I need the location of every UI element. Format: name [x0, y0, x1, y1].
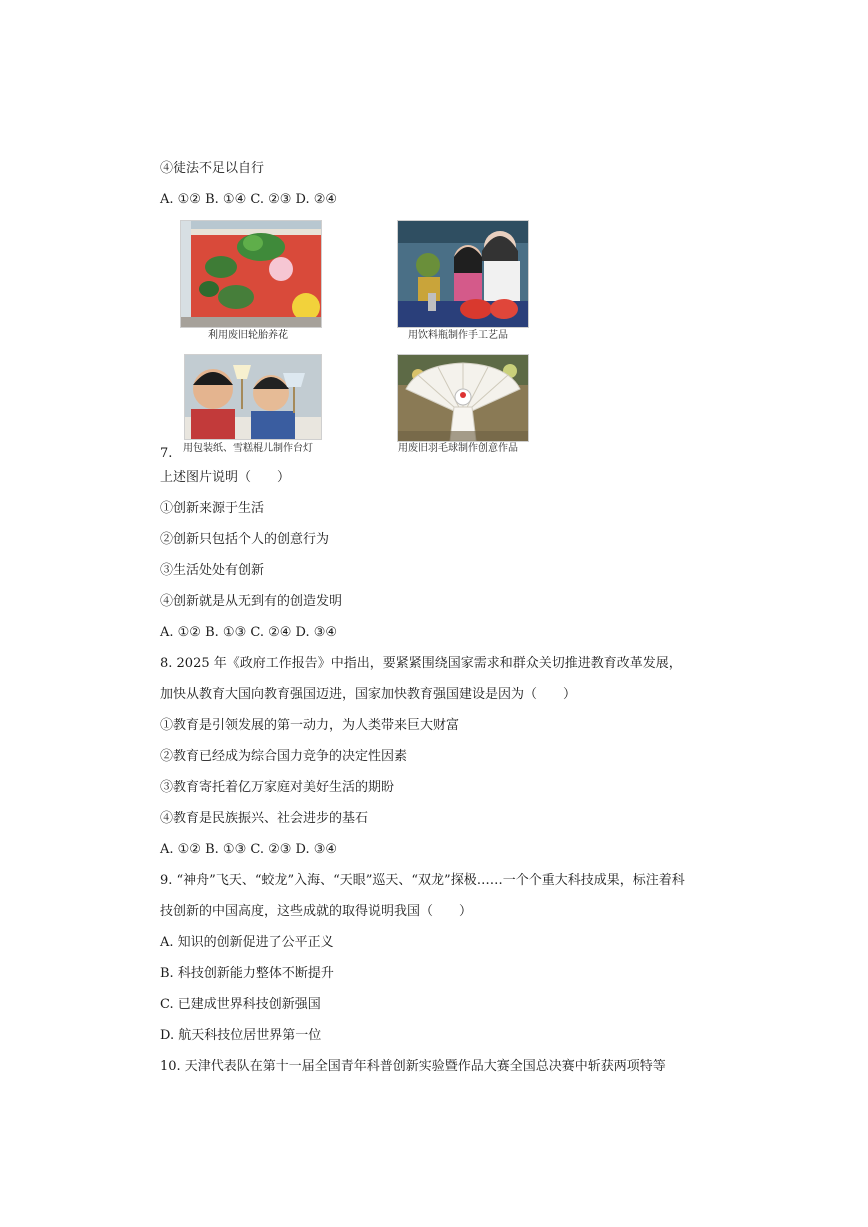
caption-photo-3: 用包装纸、雪糕棍儿制作台灯 — [183, 443, 313, 454]
photo-shuttlecock-art — [397, 354, 529, 442]
q6-item-4: ④徒法不足以自行 — [160, 161, 265, 176]
q7-stem: 上述图片说明（ ） — [160, 470, 291, 485]
q10-stem-line-1: 10. 天津代表队在第十一届全国青年科普创新实验暨作品大赛全国总决赛中斩获两项特等 — [160, 1059, 666, 1074]
q7-item-1: ①创新来源于生活 — [160, 501, 265, 516]
q7-item-3: ③生活处处有创新 — [160, 563, 265, 578]
q7-number: 7. — [160, 446, 173, 461]
q7-options: A. ①② B. ①③ C. ②④ D. ③④ — [160, 625, 338, 640]
caption-photo-4: 用废旧羽毛球制作创意作品 — [398, 443, 518, 454]
photo-tire-planter — [180, 220, 322, 328]
photo-bottle-crafts — [397, 220, 529, 328]
q8-item-1: ①教育是引领发展的第一动力，为人类带来巨大财富 — [160, 718, 460, 733]
q8-stem-line-1: 8. 2025 年《政府工作报告》中指出，要紧紧围绕国家需求和群众关切推进教育改革发展， — [160, 656, 682, 671]
q8-item-4: ④教育是民族振兴、社会进步的基石 — [160, 811, 369, 826]
caption-photo-1: 利用废旧轮胎养花 — [208, 330, 288, 341]
q9-stem-line-2: 技创新的中国高度，这些成就的取得说明我国（ ） — [160, 904, 473, 919]
q9-stem-line-1: 9. “神舟”飞天、“蛟龙”入海、“天眼”巡天、“双龙”探极……一个个重大科技成果，标注着科 — [160, 873, 685, 888]
q7-item-4: ④创新就是从无到有的创造发明 — [160, 594, 343, 609]
q6-options: A. ①② B. ①④ C. ②③ D. ②④ — [160, 192, 338, 207]
q7-item-2: ②创新只包括个人的创意行为 — [160, 532, 330, 547]
q9-option-c: C. 已建成世界科技创新强国 — [160, 997, 321, 1012]
q9-option-b: B. 科技创新能力整体不断提升 — [160, 966, 334, 981]
q9-option-d: D. 航天科技位居世界第一位 — [160, 1028, 322, 1043]
photo-paper-lamp — [184, 354, 322, 440]
q9-option-a: A. 知识的创新促进了公平正义 — [160, 935, 334, 950]
caption-photo-2: 用饮料瓶制作手工艺品 — [408, 330, 508, 341]
q8-stem-line-2: 加快从教育大国向教育强国迈进，国家加快教育强国建设是因为（ ） — [160, 687, 577, 702]
q8-item-3: ③教育寄托着亿万家庭对美好生活的期盼 — [160, 780, 395, 795]
q8-options: A. ①② B. ①③ C. ②③ D. ③④ — [160, 842, 338, 857]
q8-item-2: ②教育已经成为综合国力竞争的决定性因素 — [160, 749, 408, 764]
